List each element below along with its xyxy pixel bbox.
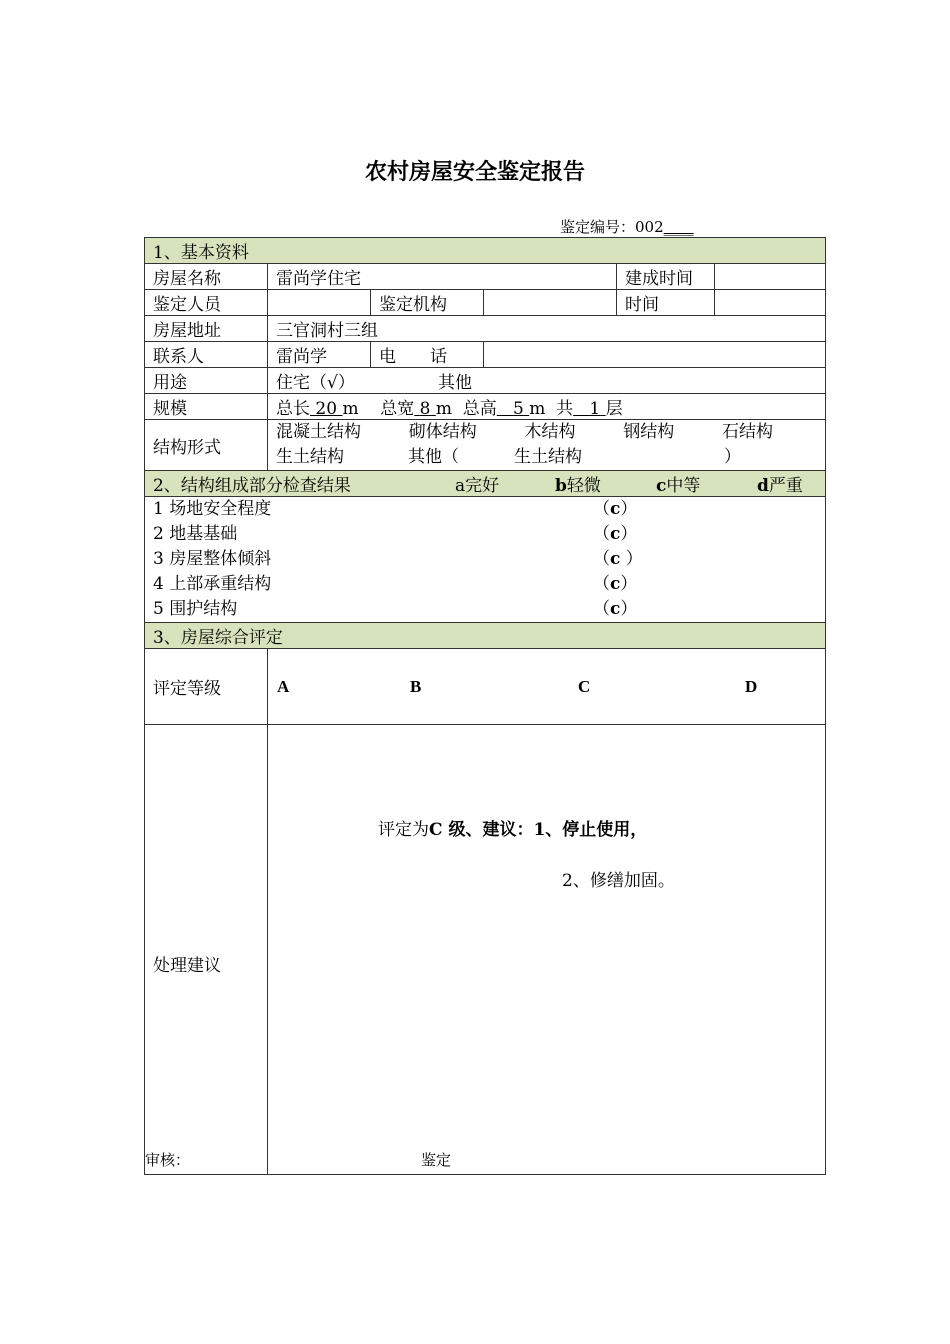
advice-line-2: 2、修缮加固。 xyxy=(562,870,675,891)
appraise-label: 鉴定 xyxy=(421,1151,452,1169)
advice-line-1: 评定为C 级、建议：1、停止使用， xyxy=(378,819,648,840)
legend-a: a完好 xyxy=(455,476,500,496)
grade-options xyxy=(268,649,826,725)
house-name-value: 雷尚学住宅 xyxy=(268,264,617,290)
grade-a: A xyxy=(277,677,290,696)
inspector-label: 鉴定人员 xyxy=(145,290,268,316)
grade-b: B xyxy=(410,677,422,696)
time-label: 时间 xyxy=(617,290,715,316)
time-value xyxy=(715,290,826,316)
structure-label: 结构形式 xyxy=(145,420,268,471)
structure-option: 钢结构 xyxy=(623,422,675,442)
address-value: 三官洞村三组 xyxy=(268,316,826,342)
width-label: 总宽 xyxy=(380,399,415,419)
structure-options xyxy=(268,420,826,471)
report-table xyxy=(144,237,826,1175)
section2-header xyxy=(145,471,826,497)
length-label: 总长 xyxy=(276,399,310,419)
structure-option: 混凝土结构 xyxy=(276,422,361,442)
section2-title: 2、结构组成部分检查结果 xyxy=(153,476,351,496)
width-value: 8 xyxy=(419,399,431,419)
inspection-results xyxy=(145,497,826,623)
section1-header: 1、基本资料 xyxy=(145,238,826,264)
serial-number xyxy=(560,216,694,237)
floors-unit: 层 xyxy=(605,399,623,419)
floors-value: 1 xyxy=(589,399,601,419)
structure-row-2 xyxy=(276,445,817,470)
agency-label: 鉴定机构 xyxy=(371,290,484,316)
grade-label: 评定等级 xyxy=(145,649,268,725)
address-label: 房屋地址 xyxy=(145,316,268,342)
usage-other: 其他 xyxy=(438,373,472,393)
build-time-label: 建成时间 xyxy=(617,264,715,290)
height-value: 5 xyxy=(513,399,524,419)
height-label: 总高 xyxy=(462,399,497,419)
phone-value xyxy=(484,342,826,368)
structure-option: 砌体结构 xyxy=(408,422,477,442)
serial-label: 鉴定编号： xyxy=(560,218,636,236)
section3-header: 3、房屋综合评定 xyxy=(145,623,826,649)
scale-label: 规模 xyxy=(145,394,268,420)
grade-c: C xyxy=(578,677,591,696)
legend-d: d严重 xyxy=(757,476,803,496)
report-title: 农村房屋安全鉴定报告 xyxy=(364,159,585,185)
legend-b: b轻微 xyxy=(555,476,601,496)
legend-c: c中等 xyxy=(656,476,701,496)
build-time-value xyxy=(715,264,826,290)
inspection-item: 2 地基基础 （c） xyxy=(153,524,638,544)
inspection-item: 3 房屋整体倾斜 （c ） xyxy=(153,549,643,569)
height-unit: m xyxy=(529,399,546,419)
advice-content xyxy=(268,725,826,1175)
length-value: 20 xyxy=(315,399,338,419)
grade-d: D xyxy=(745,677,758,696)
contact-value: 雷尚学 xyxy=(268,342,371,368)
floors-label: 共 xyxy=(556,399,574,419)
serial-blank: ____ xyxy=(663,218,694,236)
inspector-value xyxy=(268,290,371,316)
length-unit: m xyxy=(342,399,359,419)
structure-other-value: 生土结构 xyxy=(514,447,582,467)
usage-value xyxy=(268,368,826,394)
structure-option: 石结构 xyxy=(722,422,773,442)
structure-other-label: 其他（ xyxy=(408,447,459,467)
inspection-item: 1 场地安全程度 （c） xyxy=(153,499,638,519)
house-name-label: 房屋名称 xyxy=(145,264,268,290)
scale-value xyxy=(268,394,826,420)
structure-row-1 xyxy=(276,420,817,445)
width-unit: m xyxy=(435,399,452,419)
phone-label: 电 话 xyxy=(371,342,484,368)
inspection-item: 4 上部承重结构 （c） xyxy=(153,574,638,594)
structure-option: 生土结构 xyxy=(276,447,344,467)
agency-value xyxy=(484,290,617,316)
advice-label: 处理建议 xyxy=(145,725,268,1175)
usage-residential: 住宅（√） xyxy=(276,373,355,393)
contact-label: 联系人 xyxy=(145,342,268,368)
structure-other-close: ） xyxy=(724,447,741,467)
usage-label: 用途 xyxy=(145,368,268,394)
inspection-item: 5 围护结构 （c） xyxy=(153,599,638,619)
structure-option: 木结构 xyxy=(524,422,576,442)
serial-value: 002 xyxy=(635,218,664,236)
review-label: 审核： xyxy=(145,1151,191,1169)
